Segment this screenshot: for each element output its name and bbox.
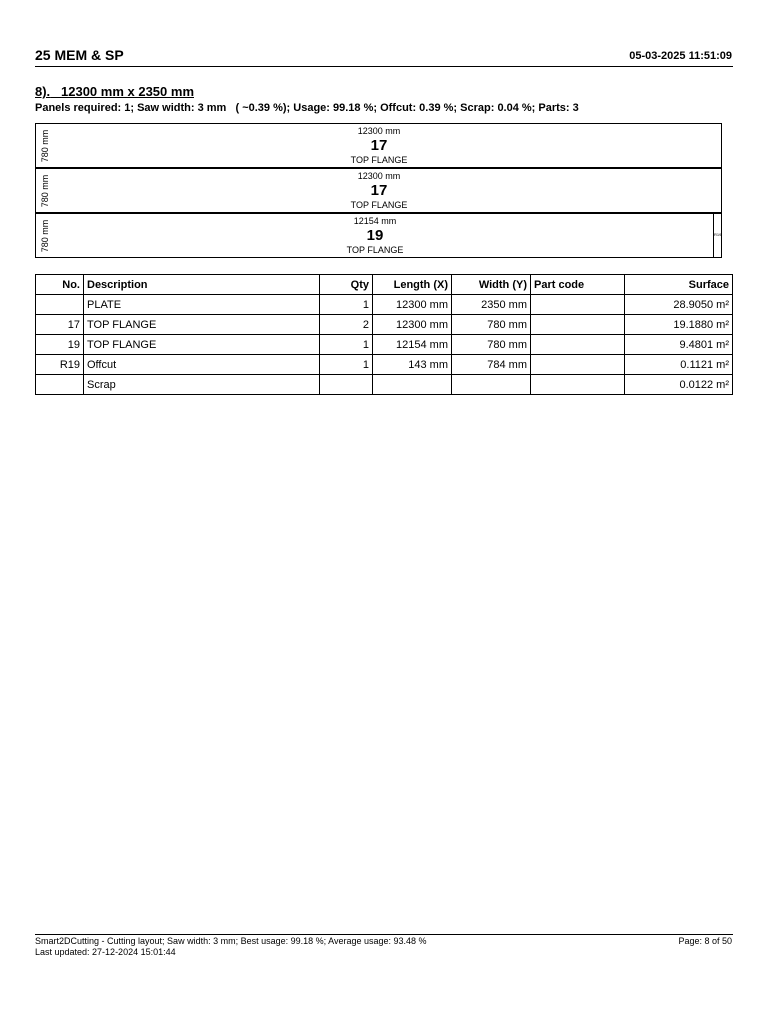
cell-width: 2350 mm xyxy=(452,295,531,315)
cell-length: 143 mm xyxy=(373,355,452,375)
cell-description: Offcut xyxy=(84,355,320,375)
strip-part-number: 19 xyxy=(366,227,384,244)
cell-width: 780 mm xyxy=(452,335,531,355)
strip-part-description: TOP FLANGE xyxy=(350,200,408,210)
strip-part-number: 17 xyxy=(370,137,388,154)
cell-no: 19 xyxy=(36,335,84,355)
cell-length: 12154 mm xyxy=(373,335,452,355)
cell-surface: 0.0122 m² xyxy=(625,375,733,395)
strip-length-label: 12154 mm xyxy=(353,216,397,226)
print-datetime: 05-03-2025 11:51:09 xyxy=(629,50,732,62)
footer-info xyxy=(35,936,427,958)
col-header: Part code xyxy=(531,275,625,295)
cell-qty: 2 xyxy=(320,315,373,335)
footer-last-updated: Last updated: 27-12-2024 15:01:44 xyxy=(35,947,176,957)
strip-width-label: 780 mm xyxy=(40,219,50,253)
cell-description: Scrap xyxy=(84,375,320,395)
layout-strip xyxy=(35,168,722,213)
col-header: Surface xyxy=(625,275,733,295)
cell-length: 12300 mm xyxy=(373,295,452,315)
cell-surface: 9.4801 m² xyxy=(625,335,733,355)
section-title xyxy=(35,84,194,99)
table-row xyxy=(36,355,733,375)
offcut-label: R19 xyxy=(714,232,722,237)
table-row xyxy=(36,375,733,395)
table-header-row xyxy=(36,275,733,295)
section-dimensions: 12300 mm x 2350 mm xyxy=(61,84,194,99)
strip-width-label: 780 mm xyxy=(40,129,50,163)
strip-length-label: 12300 mm xyxy=(357,171,401,181)
footer-divider xyxy=(35,934,733,935)
strip-width-label: 780 mm xyxy=(40,174,50,208)
table-row xyxy=(36,315,733,335)
cell-part-code xyxy=(531,355,625,375)
cell-no xyxy=(36,295,84,315)
cell-description: TOP FLANGE xyxy=(84,315,320,335)
cell-part-code xyxy=(531,295,625,315)
cell-length: 12300 mm xyxy=(373,315,452,335)
strip-part-description: TOP FLANGE xyxy=(350,155,408,165)
cell-width: 780 mm xyxy=(452,315,531,335)
strip-part-number: 17 xyxy=(370,182,388,199)
footer-summary: Smart2DCutting - Cutting layout; Saw width: 3 mm; Best usage: 99.18 %; Average usage: 93.48 % xyxy=(35,936,427,946)
cutting-layout xyxy=(35,123,722,259)
cell-surface: 28.9050 m² xyxy=(625,295,733,315)
header-divider xyxy=(35,66,733,67)
col-header: Description xyxy=(84,275,320,295)
cell-surface: 0.1121 m² xyxy=(625,355,733,375)
cell-part-code xyxy=(531,375,625,395)
table-row xyxy=(36,335,733,355)
cell-no xyxy=(36,375,84,395)
cell-qty: 1 xyxy=(320,295,373,315)
cell-description: TOP FLANGE xyxy=(84,335,320,355)
col-header: Qty xyxy=(320,275,373,295)
cell-description: PLATE xyxy=(84,295,320,315)
col-header: No. xyxy=(36,275,84,295)
strip-length-label: 12300 mm xyxy=(357,126,401,136)
cell-part-code xyxy=(531,315,625,335)
cell-part-code xyxy=(531,335,625,355)
parts-table xyxy=(35,274,733,395)
project-title: 25 MEM & SP xyxy=(35,47,124,63)
layout-strip xyxy=(35,213,722,258)
cell-width: 784 mm xyxy=(452,355,531,375)
col-header: Width (Y) xyxy=(452,275,531,295)
cell-width xyxy=(452,375,531,395)
section-number: 8). xyxy=(35,84,51,99)
layout-strip xyxy=(35,123,722,168)
cell-qty: 1 xyxy=(320,355,373,375)
strip-part-description: TOP FLANGE xyxy=(346,245,404,255)
cell-length xyxy=(373,375,452,395)
offcut-piece xyxy=(713,213,722,258)
cell-qty xyxy=(320,375,373,395)
page-number: Page: 8 of 50 xyxy=(678,936,732,946)
section-summary: Panels required: 1; Saw width: 3 mm ( ~0.39 %); Usage: 99.18 %; Offcut: 0.39 %; Scrap: 0.04 %; Parts: 3 xyxy=(35,102,579,114)
cell-no: 17 xyxy=(36,315,84,335)
cell-qty: 1 xyxy=(320,335,373,355)
cell-no: R19 xyxy=(36,355,84,375)
col-header: Length (X) xyxy=(373,275,452,295)
cell-surface: 19.1880 m² xyxy=(625,315,733,335)
table-row xyxy=(36,295,733,315)
